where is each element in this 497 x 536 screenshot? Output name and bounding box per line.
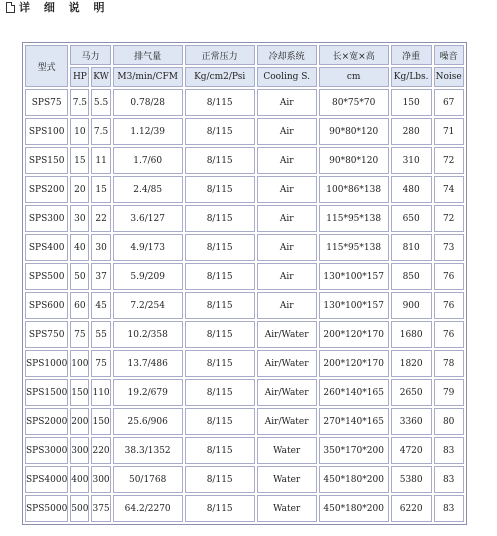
cell-air: 1.7/60 [113,147,183,174]
cell-noise: 79 [434,379,464,406]
cell-hp: 75 [70,321,89,348]
cell-dim: 130*100*157 [319,292,389,319]
cell-weight: 1820 [391,350,432,377]
cell-kw: 75 [91,350,110,377]
cell-model: SPS3000 [25,437,68,464]
cell-air: 5.9/209 [113,263,183,290]
cell-noise: 74 [434,176,464,203]
cell-air: 7.2/254 [113,292,183,319]
cell-model: SPS200 [25,176,68,203]
cell-kw: 5.5 [91,89,110,116]
cell-air: 1.12/39 [113,118,183,145]
cell-cooling: Air/Water [257,350,317,377]
cell-pressure: 8/115 [185,321,255,348]
header-cooling-unit: Cooling S. [257,67,317,87]
cell-pressure: 8/115 [185,234,255,261]
cell-noise: 83 [434,437,464,464]
cell-kw: 45 [91,292,110,319]
cell-noise: 76 [434,292,464,319]
cell-hp: 200 [70,408,89,435]
header-weight: 净重 [391,45,432,65]
cell-weight: 150 [391,89,432,116]
cell-kw: 110 [91,379,110,406]
document-icon [6,2,15,13]
header-dim-unit: cm [319,67,389,87]
cell-weight: 810 [391,234,432,261]
table-row [25,176,464,203]
header-row-1 [25,45,464,65]
cell-air: 10.2/358 [113,321,183,348]
cell-air: 0.78/28 [113,89,183,116]
table-row [25,234,464,261]
cell-hp: 20 [70,176,89,203]
cell-dim: 90*80*120 [319,118,389,145]
cell-hp: 15 [70,147,89,174]
table-row [25,292,464,319]
cell-air: 13.7/486 [113,350,183,377]
cell-pressure: 8/115 [185,350,255,377]
table-row [25,495,464,522]
cell-weight: 4720 [391,437,432,464]
header-weight-unit: Kg/Lbs. [391,67,432,87]
cell-model: SPS4000 [25,466,68,493]
cell-noise: 71 [434,118,464,145]
cell-kw: 150 [91,408,110,435]
header-air-unit: M3/min/CFM [113,67,183,87]
cell-pressure: 8/115 [185,437,255,464]
cell-weight: 2650 [391,379,432,406]
cell-hp: 50 [70,263,89,290]
header-air: 排气量 [113,45,183,65]
cell-air: 50/1768 [113,466,183,493]
cell-cooling: Air/Water [257,321,317,348]
cell-model: SPS300 [25,205,68,232]
cell-pressure: 8/115 [185,147,255,174]
header-pressure-unit: Kg/cm2/Psi [185,67,255,87]
cell-dim: 200*120*170 [319,350,389,377]
section-heading [6,0,110,14]
cell-dim: 100*86*138 [319,176,389,203]
spec-table-body [25,89,464,522]
table-row [25,379,464,406]
cell-dim: 450*180*200 [319,495,389,522]
cell-air: 3.6/127 [113,205,183,232]
cell-noise: 76 [434,321,464,348]
cell-pressure: 8/115 [185,263,255,290]
cell-weight: 1680 [391,321,432,348]
cell-hp: 500 [70,495,89,522]
cell-cooling: Air/Water [257,379,317,406]
cell-hp: 400 [70,466,89,493]
cell-dim: 115*95*138 [319,205,389,232]
header-cooling: 冷却系统 [257,45,317,65]
cell-dim: 350*170*200 [319,437,389,464]
cell-cooling: Air [257,205,317,232]
table-row [25,466,464,493]
table-row [25,118,464,145]
cell-model: SPS600 [25,292,68,319]
cell-cooling: Air [257,176,317,203]
cell-noise: 83 [434,495,464,522]
header-hp: HP [70,67,89,87]
cell-pressure: 8/115 [185,292,255,319]
cell-weight: 900 [391,292,432,319]
table-row [25,350,464,377]
cell-air: 2.4/85 [113,176,183,203]
cell-pressure: 8/115 [185,466,255,493]
header-power: 马力 [70,45,110,65]
cell-model: SPS400 [25,234,68,261]
cell-model: SPS1000 [25,350,68,377]
cell-hp: 30 [70,205,89,232]
cell-noise: 83 [434,466,464,493]
cell-noise: 76 [434,263,464,290]
cell-kw: 15 [91,176,110,203]
cell-dim: 260*140*165 [319,379,389,406]
table-row [25,89,464,116]
header-kw: KW [91,67,110,87]
table-row [25,263,464,290]
cell-air: 19.2/679 [113,379,183,406]
cell-model: SPS2000 [25,408,68,435]
cell-kw: 22 [91,205,110,232]
cell-noise: 78 [434,350,464,377]
header-noise: 噪音 [434,45,464,65]
cell-pressure: 8/115 [185,495,255,522]
cell-noise: 67 [434,89,464,116]
cell-pressure: 8/115 [185,408,255,435]
cell-dim: 130*100*157 [319,263,389,290]
cell-model: SPS150 [25,147,68,174]
cell-dim: 80*75*70 [319,89,389,116]
cell-model: SPS750 [25,321,68,348]
cell-pressure: 8/115 [185,379,255,406]
cell-weight: 480 [391,176,432,203]
cell-hp: 100 [70,350,89,377]
spec-table [22,42,467,525]
header-dim: 长×宽×高 [319,45,389,65]
cell-dim: 450*180*200 [319,466,389,493]
cell-weight: 5380 [391,466,432,493]
cell-cooling: Air [257,89,317,116]
cell-weight: 310 [391,147,432,174]
cell-dim: 115*95*138 [319,234,389,261]
cell-weight: 650 [391,205,432,232]
cell-noise: 73 [434,234,464,261]
cell-kw: 11 [91,147,110,174]
cell-cooling: Air [257,118,317,145]
cell-model: SPS1500 [25,379,68,406]
cell-cooling: Air [257,234,317,261]
cell-cooling: Water [257,495,317,522]
cell-dim: 270*140*165 [319,408,389,435]
cell-kw: 220 [91,437,110,464]
cell-hp: 300 [70,437,89,464]
cell-cooling: Air [257,147,317,174]
cell-air: 38.3/1352 [113,437,183,464]
header-pressure: 正常压力 [185,45,255,65]
cell-air: 25.6/906 [113,408,183,435]
table-row [25,321,464,348]
cell-weight: 6220 [391,495,432,522]
cell-weight: 850 [391,263,432,290]
cell-hp: 60 [70,292,89,319]
cell-weight: 280 [391,118,432,145]
cell-hp: 10 [70,118,89,145]
section-heading-text: 详 细 说 明 [19,1,110,14]
cell-pressure: 8/115 [185,205,255,232]
cell-pressure: 8/115 [185,118,255,145]
cell-cooling: Air [257,263,317,290]
header-noise-unit: Noise [434,67,464,87]
cell-kw: 30 [91,234,110,261]
cell-hp: 40 [70,234,89,261]
table-row [25,147,464,174]
table-row [25,437,464,464]
cell-model: SPS75 [25,89,68,116]
cell-kw: 375 [91,495,110,522]
cell-air: 64.2/2270 [113,495,183,522]
cell-noise: 72 [434,147,464,174]
cell-weight: 3360 [391,408,432,435]
cell-noise: 72 [434,205,464,232]
cell-dim: 90*80*120 [319,147,389,174]
cell-cooling: Water [257,466,317,493]
cell-kw: 300 [91,466,110,493]
table-row [25,408,464,435]
cell-hp: 7.5 [70,89,89,116]
cell-cooling: Air [257,292,317,319]
cell-kw: 7.5 [91,118,110,145]
cell-pressure: 8/115 [185,176,255,203]
cell-air: 4.9/173 [113,234,183,261]
cell-pressure: 8/115 [185,89,255,116]
header-model: 型式 [25,45,68,87]
cell-cooling: Air/Water [257,408,317,435]
cell-model: SPS100 [25,118,68,145]
cell-kw: 37 [91,263,110,290]
cell-model: SPS500 [25,263,68,290]
cell-cooling: Water [257,437,317,464]
cell-dim: 200*120*170 [319,321,389,348]
table-row [25,205,464,232]
cell-kw: 55 [91,321,110,348]
cell-model: SPS5000 [25,495,68,522]
header-row-2 [25,67,464,87]
spec-table-header [25,45,464,87]
cell-hp: 150 [70,379,89,406]
cell-noise: 80 [434,408,464,435]
